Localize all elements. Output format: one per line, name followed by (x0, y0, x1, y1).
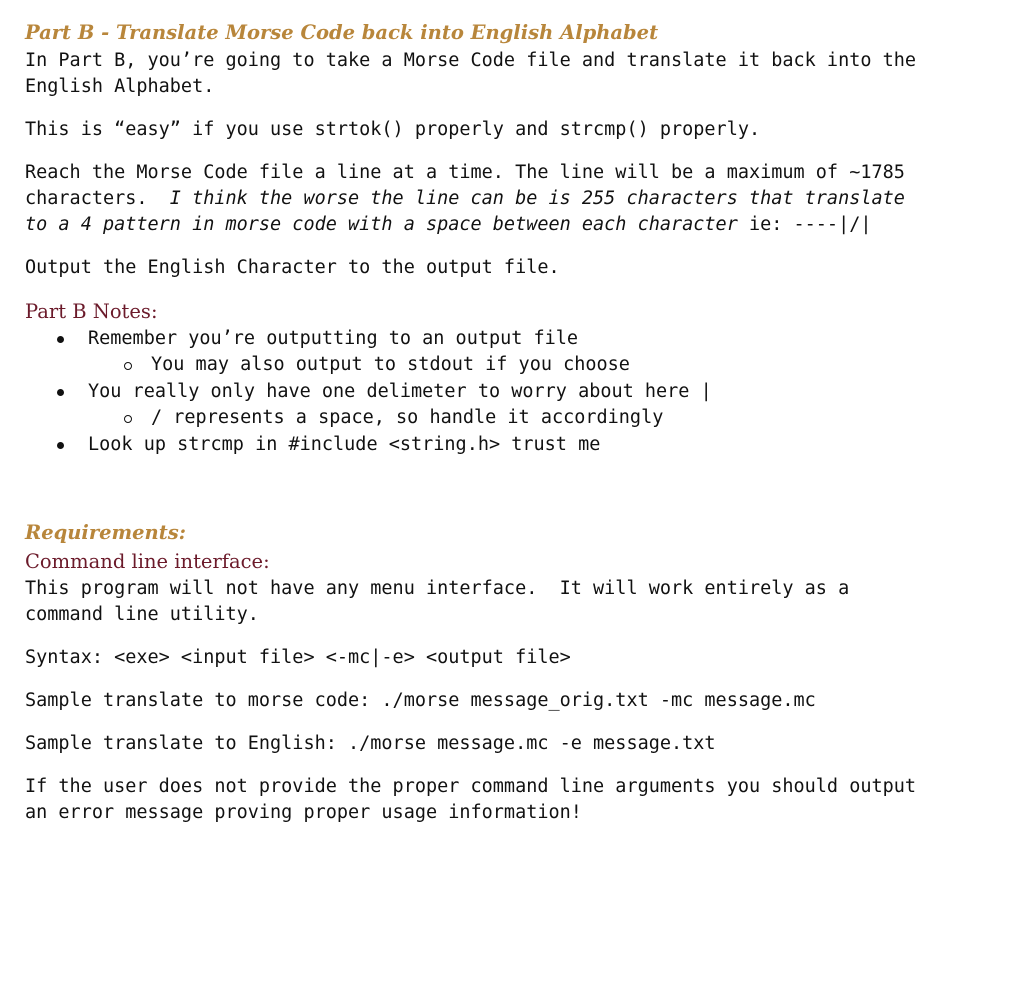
intro-paragraph (25, 48, 1005, 100)
error-line-1: If the user does not provide the proper command line arguments you should output (25, 776, 917, 798)
sample-english-line: Sample translate to English: ./morse message.mc -e message.txt (25, 733, 716, 755)
cli-line-1: This program will not have any menu interface. It will work entirely as a (25, 578, 850, 600)
cli-heading: Command line interface: (25, 550, 270, 574)
reach-line-3 (25, 212, 1005, 238)
cli-line-2: command line utility. (25, 604, 259, 626)
notes-list (25, 326, 1005, 458)
bullet-circle-icon (124, 362, 132, 370)
list-item-text: You really only have one delimeter to worry about here | (88, 380, 712, 402)
list-item (25, 432, 1005, 458)
list-item-text: Look up strcmp in #include <string.h> trust me (88, 433, 601, 455)
requirements-heading: Requirements: (25, 521, 186, 545)
syntax-line: Syntax: <exe> <input file> <-mc|-e> <output file> (25, 647, 571, 669)
intro-line-1: In Part B, you’re going to take a Morse Code file and translate it back into the (25, 50, 917, 71)
reach-line-2-plain: characters. (25, 188, 170, 209)
output-paragraph: Output the English Character to the output file. (25, 257, 560, 278)
reach-line-3-italic: to a 4 pattern in morse code with a space between each character (25, 214, 738, 235)
bullet-dot-icon (57, 389, 64, 396)
reach-line-2 (25, 186, 1005, 212)
bullet-dot-icon (57, 442, 64, 449)
reach-line-3-plain: ie: ----|/| (737, 214, 872, 235)
bullet-dot-icon (57, 336, 64, 343)
error-line-2: an error message proving proper usage information! (25, 802, 582, 824)
notes-heading: Part B Notes: (25, 300, 158, 323)
list-item-text: You may also output to stdout if you choose (151, 354, 630, 376)
reach-paragraph (25, 160, 1005, 238)
document-page (25, 18, 1005, 843)
reach-line-2-italic: I think the worse the line can be is 255 characters that translate (169, 188, 905, 209)
reach-line-1: Reach the Morse Code file a line at a time. The line will be a maximum of ~1785 (25, 162, 905, 183)
list-item-text: Remember you’re outputting to an output file (88, 328, 579, 349)
spacer (25, 458, 1005, 518)
part-b-heading: Part B - Translate Morse Code back into English Alphabet (25, 21, 659, 44)
cli-paragraph (25, 576, 1005, 628)
list-item (25, 326, 1005, 352)
list-item (25, 352, 1005, 378)
intro-line-2: English Alphabet. (25, 76, 215, 97)
list-item (25, 405, 1005, 431)
list-item (25, 379, 1005, 405)
easy-paragraph: This is “easy” if you use strtok() properly and strcmp() properly. (25, 119, 761, 140)
list-item-text: / represents a space, so handle it accordingly (151, 407, 664, 429)
error-paragraph (25, 774, 1005, 826)
bullet-circle-icon (124, 415, 132, 423)
sample-morse-line: Sample translate to morse code: ./morse message_orig.txt -mc message.mc (25, 690, 816, 712)
